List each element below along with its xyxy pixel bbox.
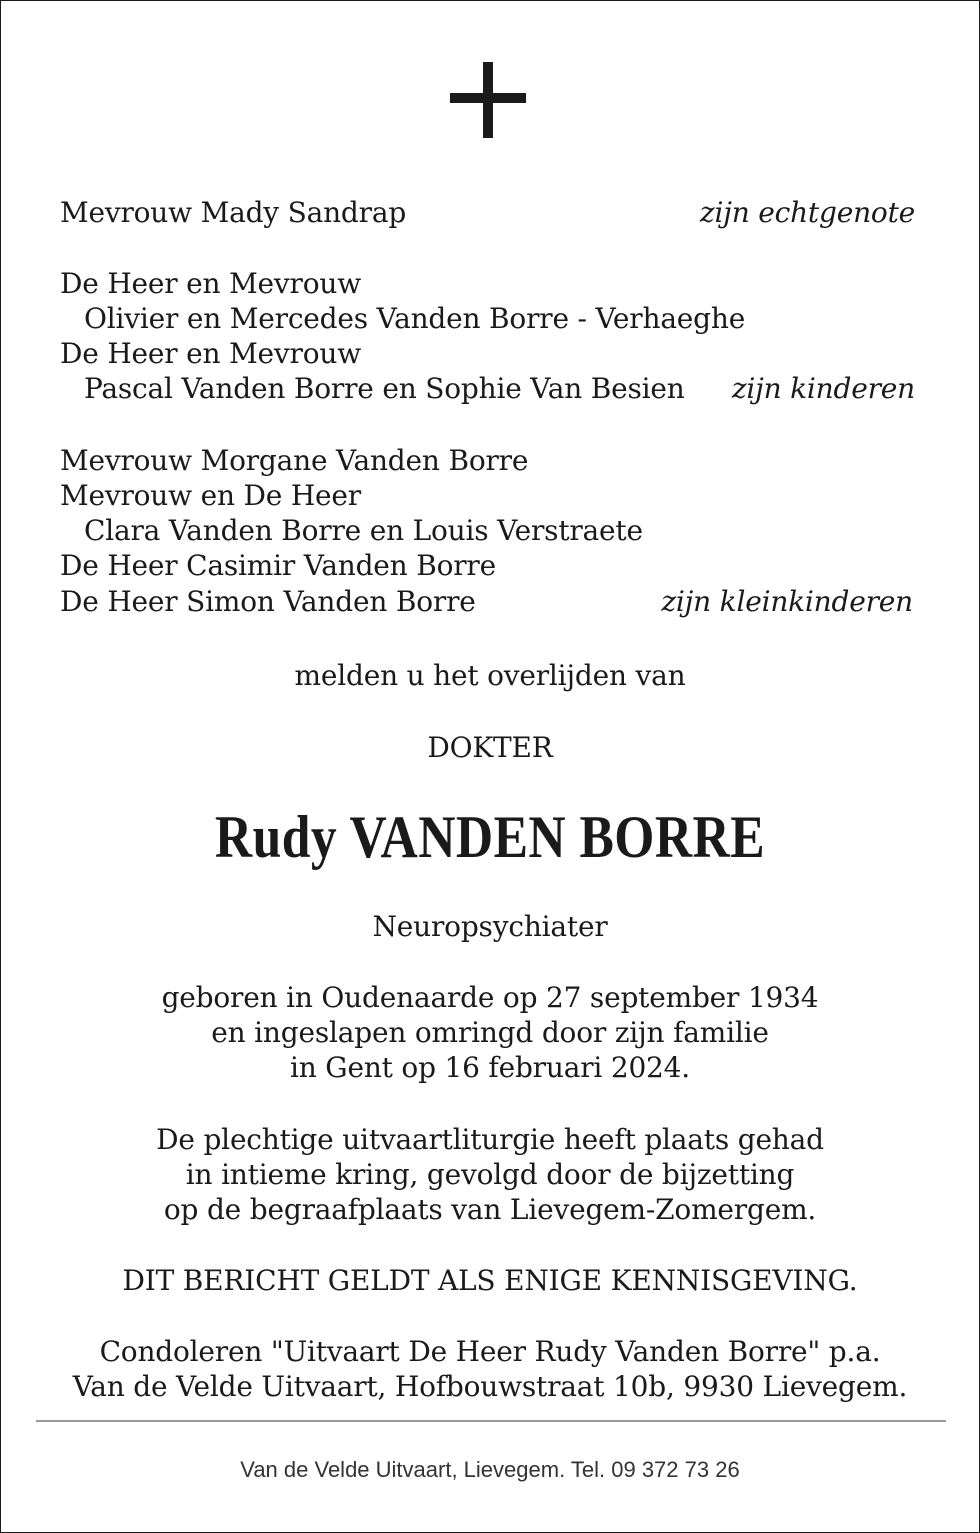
grandchildren-line: De Heer Casimir Vanden Borre (60, 549, 496, 582)
grandchildren-line: Clara Vanden Borre en Louis Verstraete (84, 514, 643, 547)
funeral-line: De plechtige uitvaartliturgie heeft plaats gehad (156, 1123, 824, 1156)
funeral-line: in intieme kring, gevolgd door de bijzetting (185, 1158, 795, 1191)
grandchildren-line: Mevrouw en De Heer (60, 479, 361, 512)
spouse-name: Mevrouw Mady Sandrap (60, 196, 407, 229)
notice-text: DIT BERICHT GELDT ALS ENIGE KENNISGEVING. (122, 1264, 858, 1297)
children-line: Pascal Vanden Borre en Sophie Van Besien (84, 372, 685, 405)
footer-contact: Van de Velde Uitvaart, Lievegem. Tel. 09 372 73 26 (240, 1457, 740, 1482)
children-line: Olivier en Mercedes Vanden Borre - Verhaeghe (84, 302, 746, 335)
grandchildren-line: Mevrouw Morgane Vanden Borre (60, 444, 529, 477)
funeral-line: op de begraafplaats van Lievegem-Zomergem. (163, 1193, 817, 1226)
life-line: in Gent op 16 februari 2024. (290, 1051, 690, 1084)
deceased-profession: Neuropsychiater (372, 910, 608, 943)
spouse-role: zijn echtgenote (699, 196, 915, 229)
announcement-text: melden u het overlijden van (294, 659, 686, 692)
condolences-line: Van de Velde Uitvaart, Hofbouwstraat 10b, 9930 Lievegem. (72, 1370, 908, 1403)
children-line: De Heer en Mevrouw (60, 267, 361, 300)
cross-icon (450, 62, 526, 138)
life-line: en ingeslapen omringd door zijn familie (211, 1016, 769, 1049)
deceased-title: DOKTER (427, 731, 553, 764)
life-line: geboren in Oudenaarde op 27 september 1934 (161, 981, 819, 1014)
grandchildren-role: zijn kleinkinderen (661, 585, 913, 618)
divider (36, 1420, 946, 1422)
children-line: De Heer en Mevrouw (60, 337, 361, 370)
deceased-name: Rudy VANDEN BORRE (214, 804, 766, 870)
condolences-line: Condoleren "Uitvaart De Heer Rudy Vanden Borre" p.a. (99, 1335, 881, 1368)
children-role: zijn kinderen (731, 372, 915, 405)
grandchildren-line: De Heer Simon Vanden Borre (60, 585, 476, 618)
